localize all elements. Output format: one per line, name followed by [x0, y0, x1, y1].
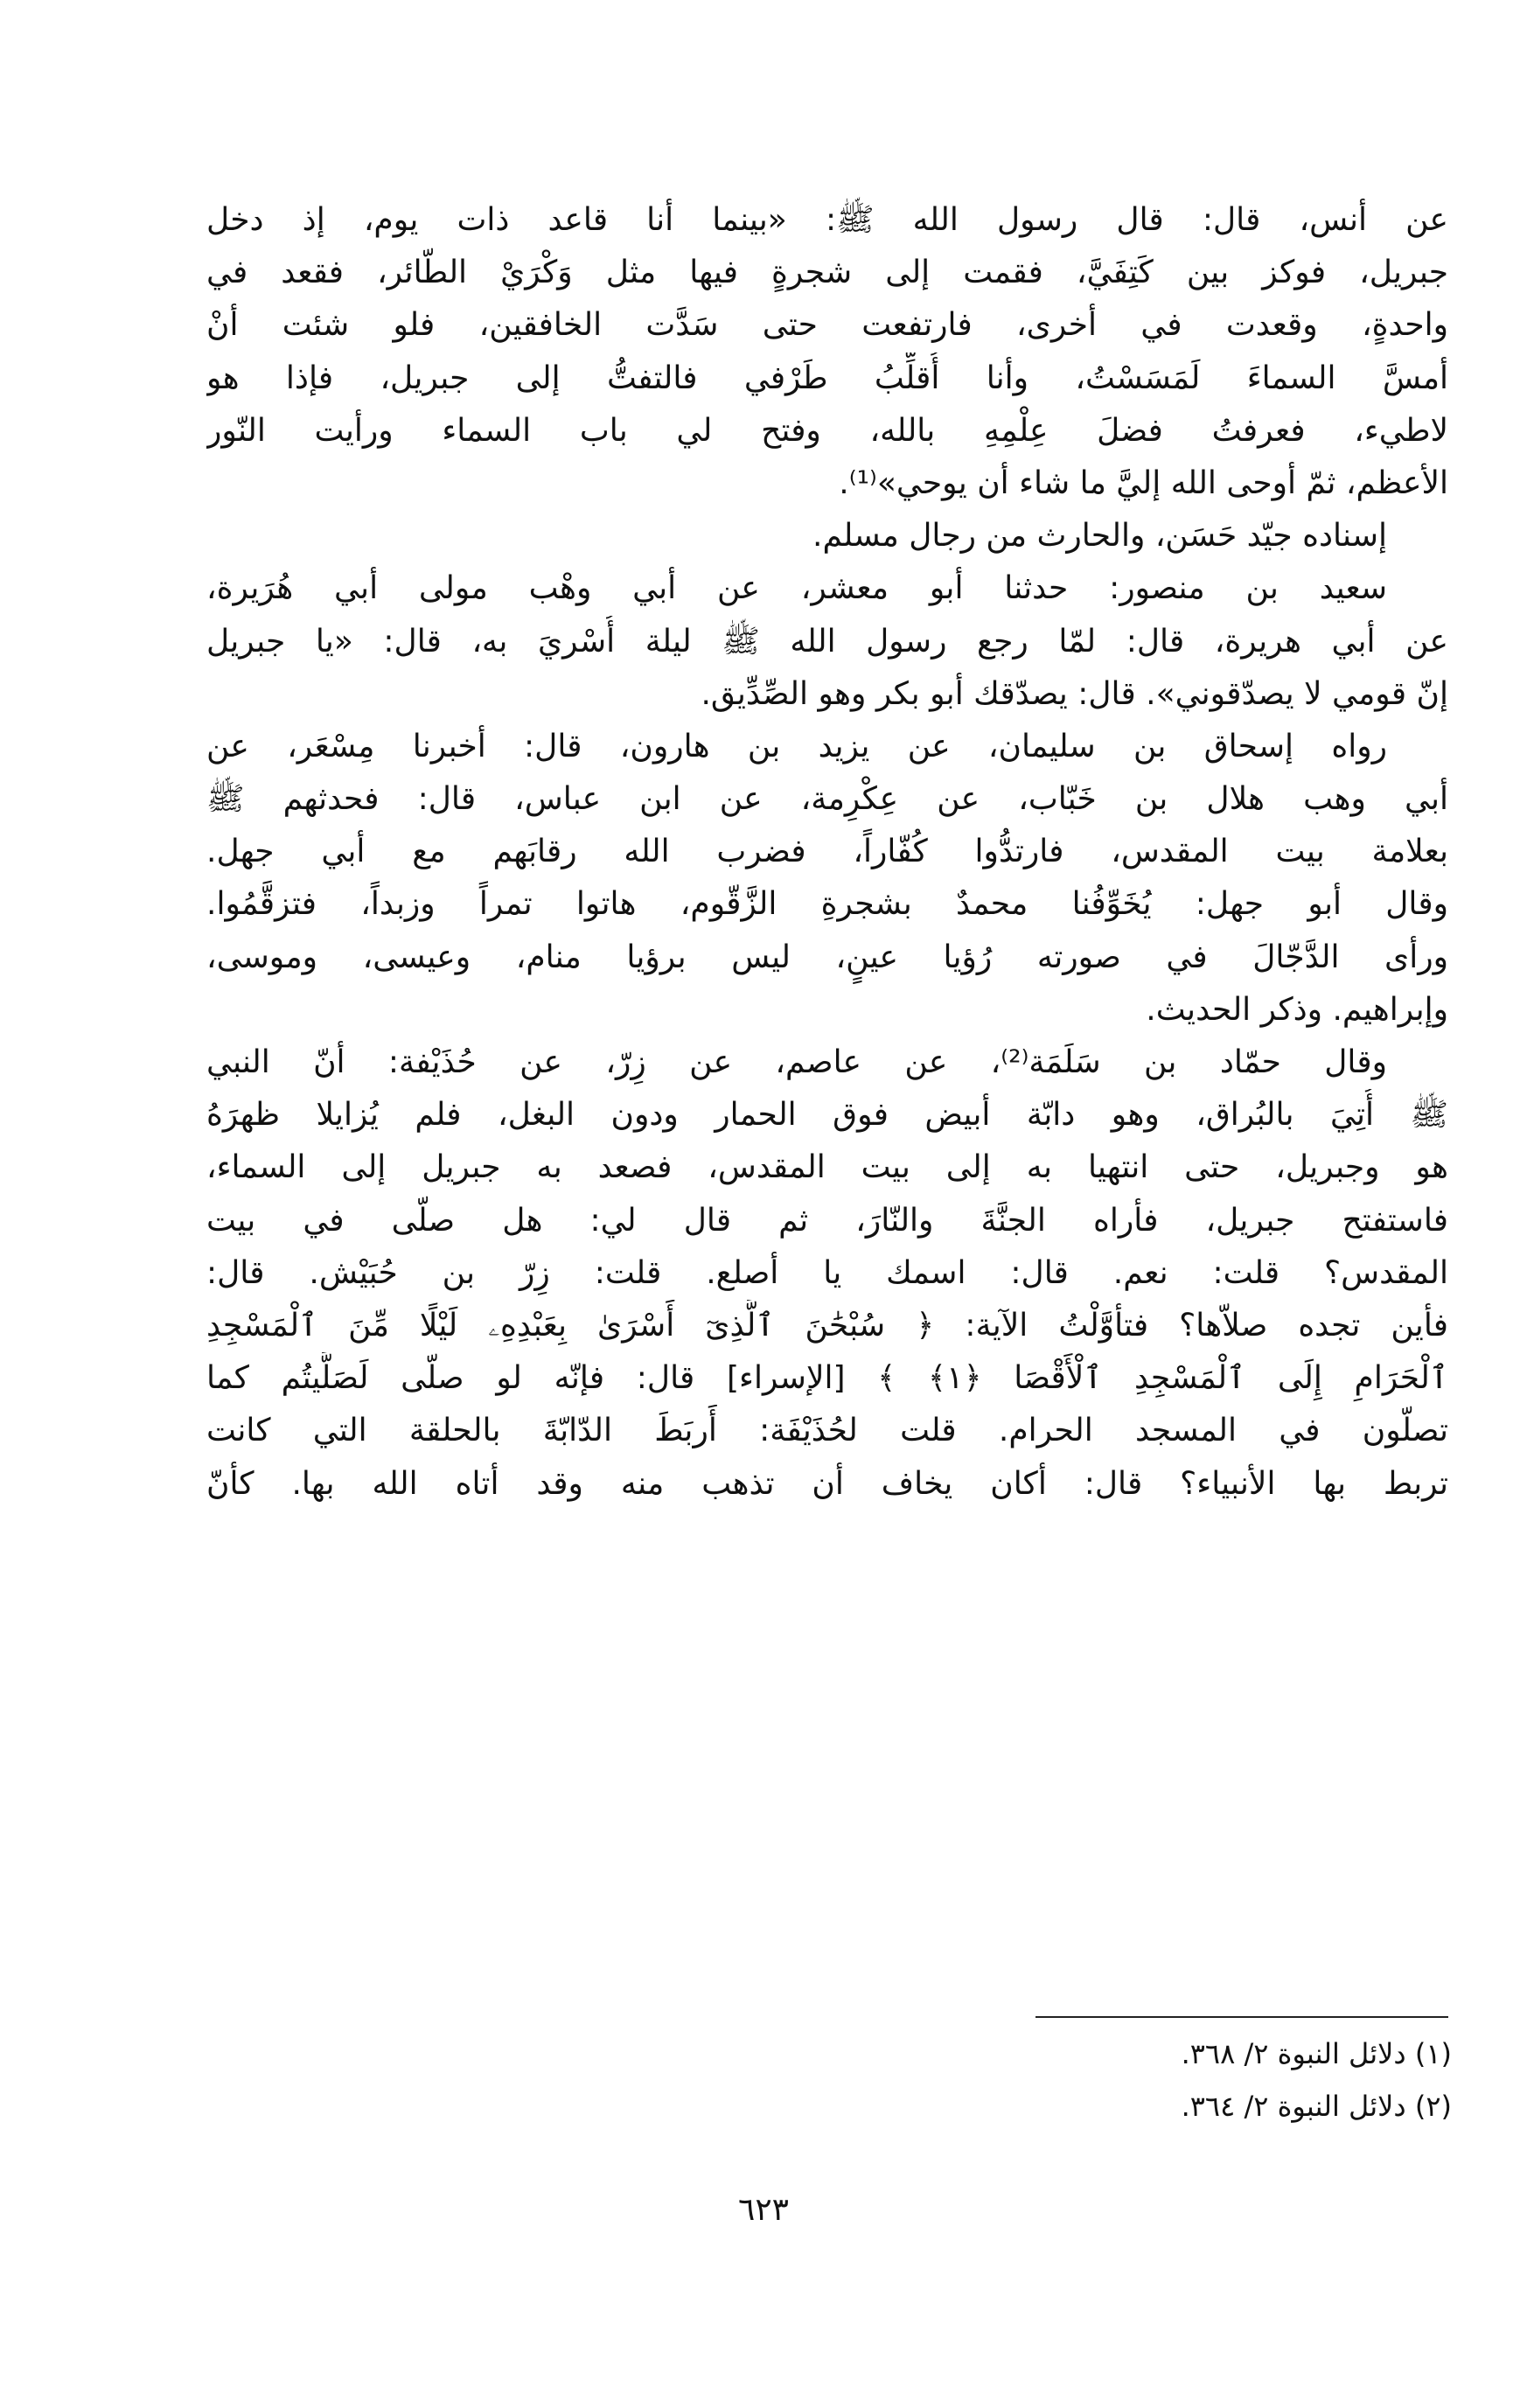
text-line: إنّ قومي لا يصدّقوني». قال: يصدّقك أبو بكر وهو الصِّدِّيق. [701, 675, 1448, 712]
text-line: إسناده جيّد حَسَن، والحارث من رجال مسلم. [812, 518, 1387, 555]
text-line: عن أنس، قال: قال رسول الله ﷺ: «بينما أنا قاعد ذات يوم، إذ دخل [206, 202, 1448, 238]
text-line: وإبراهيم. وذكر الحديث. [1146, 991, 1448, 1028]
footnote-divider [1035, 2016, 1448, 2018]
text-line: الأعظم، ثمّ أوحى الله إليَّ ما شاء أن يوحي»⁽¹⁾. [839, 464, 1448, 501]
text-line: بعلامة بيت المقدس، فارتدُّوا كُفّاراً، فضرب الله رقابَهم مع أبي جهل. [206, 834, 1448, 870]
text-line: جبريل، فوكز بين كَتِفَيَّ، فقمت إلى شجرةٍ فيها مثل وَكْرَيْ الطّائر، فقعد في [206, 255, 1448, 291]
text-line: رواه إسحاق بن سليمان، عن يزيد بن هارون، قال: أخبرنا مِسْعَر، عن [206, 728, 1387, 764]
text-line: وقال أبو جهل: يُخَوِّفُنا محمدٌ بشجرةِ الزَّقّوم، هاتوا تمراً وزبداً، فتزقَّمُوا. [206, 886, 1448, 923]
text-line: هو وجبريل، حتى انتهيا به إلى بيت المقدس، فصعد به جبريل إلى السماء، [206, 1149, 1448, 1186]
text-line: ﷺ أُتِيَ بالبُراق، وهو دابّة أبيض فوق الحمار ودون البغل، فلم يُزايلا ظهرَهُ [206, 1097, 1448, 1134]
text-line: أمسَّ السماءَ لَمَسَسْتُ، وأنا أُقلِّبُ طَرْفي فالتفتُّ إلى جبريل، فإذا هو [206, 359, 1448, 396]
text-line: أبي وهب هلال بن خَبّاب، عن عِكْرِمة، عن ابن عباس، قال: فحدثهم ﷺ [206, 781, 1448, 818]
text-line: فاستفتح جبريل، فأراه الجنَّةَ والنّارَ، ثم قال لي: هل صلّى في بيت [206, 1202, 1448, 1239]
quran-verse-line: ٱلْحَرَامِ إِلَى ٱلْمَسْجِدِ ٱلْأَقْصَا ﴿١﴾ ﴾ [الإسراء] قال: فإنّه لو صلّى لَصَلَّيتُم كما [206, 1360, 1448, 1397]
main-text [206, 194, 1448, 1511]
text-line: ورأى الدَّجّالَ في صورته رُؤيا عينٍ، ليس برؤيا منام، وعيسى، وموسى، [206, 939, 1448, 975]
text-line: واحدةٍ، وقعدت في أخرى، فارتفعت حتى سَدَّت الخافقين، فلو شئت أنْ [206, 307, 1448, 344]
text-line: سعيد بن منصور: حدثنا أبو معشر، عن أبي وهْب مولى أبي هُرَيرة، [206, 570, 1387, 607]
footnote-1: (١) دلائل النبوة ٢/ ٣٦٨. [1181, 2037, 1452, 2070]
text-line: تربط بها الأنبياء؟ قال: أكان يخاف أن تذهب منه وقد أتاه الله بها. كأنّ [206, 1465, 1448, 1502]
footnote-2: (٢) دلائل النبوة ٢/ ٣٦٤. [1181, 2090, 1452, 2123]
footnotes [840, 2028, 1452, 2132]
text-line: المقدس؟ قلت: نعم. قال: اسمك يا أصلع. قلت: زِرّ بن حُبَيْش. قال: [206, 1254, 1448, 1291]
quran-verse-line: فأين تجده صلاّها؟ فتأوَّلْتُ الآية: ﴿ سُبْحَٰنَ ٱلَّذِىٓ أَسْرَىٰ بِعَبْدِهِۦ لَيْلًا مِّنَ ٱلْمَسْجِدِ [206, 1307, 1448, 1344]
text-line: عن أبي هريرة، قال: لمّا رجع رسول الله ﷺ ليلة أُسْريَ به، قال: «يا جبريل [206, 623, 1448, 660]
text-line: لاطيء، فعرفتُ فضلَ عِلْمِهِ بالله، وفتح لي باب السماء ورأيت النّور [206, 412, 1448, 449]
page-number: ٦٢٣ [737, 2192, 789, 2228]
text-line: وقال حمّاد بن سَلَمَة⁽²⁾، عن عاصم، عن زِرّ، عن حُذَيْفة: أنّ النبي [206, 1044, 1387, 1080]
text-line: تصلّون في المسجد الحرام. قلت لحُذَيْفَة: أَربَطَ الدّابّةَ بالحلقة التي كانت [206, 1413, 1448, 1449]
